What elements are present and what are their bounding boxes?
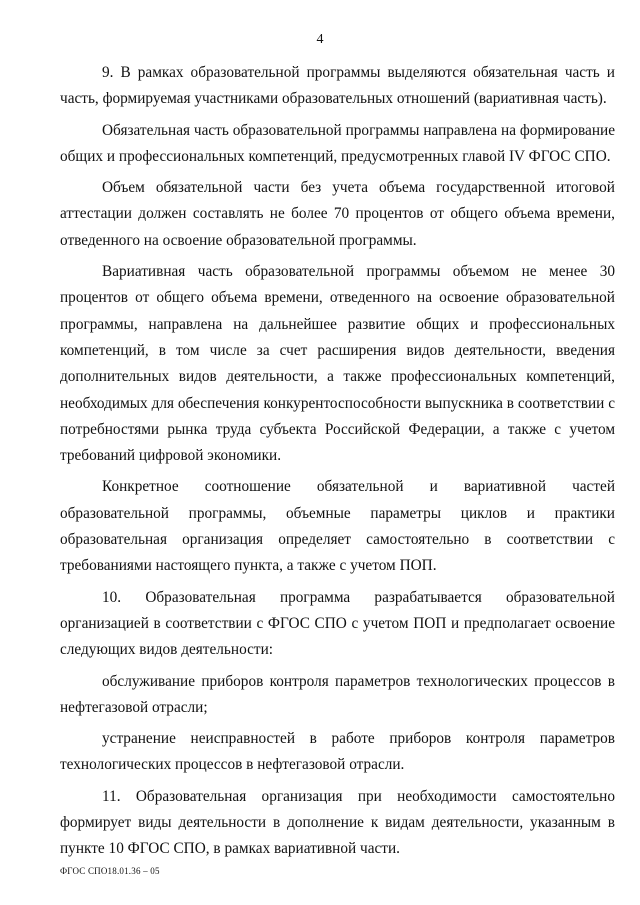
paragraph-ratio: Конкретное соотношение обязательной и вариативной частей образовательной программы, объемные параметры циклов и практики образовательная организация определяет самостоятельно в соответствии с требованиями настоящего пункта, а также с учетом ПОП. bbox=[60, 478, 615, 575]
document-body bbox=[60, 60, 615, 868]
paragraph-variable-part: Вариативная часть образовательной программы объемом не менее 30 процентов от общего объема времени, отведенного на освоение образовательной программы, направлена на дальнейшее развитие общих и профессиональных компетенций, в том числе за счет расширения видов деятельности, введения дополнительных видов деятельности, а также профессиональных компетенций, необходимых для обеспечения конкурентоспособности выпускника в соответствии с потребностями рынка труда субъекта Российской Федерации, а также с учетом требований цифровой экономики. bbox=[60, 263, 615, 465]
page-number: 4 bbox=[316, 32, 324, 47]
paragraph-9-program-parts: 9. В рамках образовательной программы выделяются обязательная часть и часть, формируемая участниками образовательных отношений (вариативная часть). bbox=[60, 64, 615, 108]
list-item-maintenance: обслуживание приборов контроля параметров технологических процессов в нефтегазовой отрасли; bbox=[60, 672, 615, 716]
paragraph-mandatory-part: Обязательная часть образовательной программы направлена на формирование общих и профессиональных компетенций, предусмотренных главой IV ФГОС СПО. bbox=[60, 121, 615, 165]
footer-document-code: ФГОС СПО18.01.36 – 05 bbox=[60, 866, 160, 876]
paragraph-10-activities: 10. Образовательная программа разрабатывается образовательной организацией в соответствии с ФГОС СПО с учетом ПОП и предполагает освоение следующих видов деятельности: bbox=[60, 588, 615, 659]
list-item-troubleshooting: устранение неисправностей в работе приборов контроля параметров технологических процессов в нефтегазовой отрасли. bbox=[60, 730, 615, 774]
paragraph-mandatory-volume: Объем обязательной части без учета объема государственной итоговой аттестации должен составлять не более 70 процентов от общего объема времени, отведенного на освоение образовательной программы. bbox=[60, 179, 615, 249]
paragraph-11-additional-activities: 11. Образовательная организация при необходимости самостоятельно формирует виды деятельности в дополнение к видам деятельности, указанным в пункте 10 ФГОС СПО, в рамках вариативной части. bbox=[60, 787, 615, 858]
